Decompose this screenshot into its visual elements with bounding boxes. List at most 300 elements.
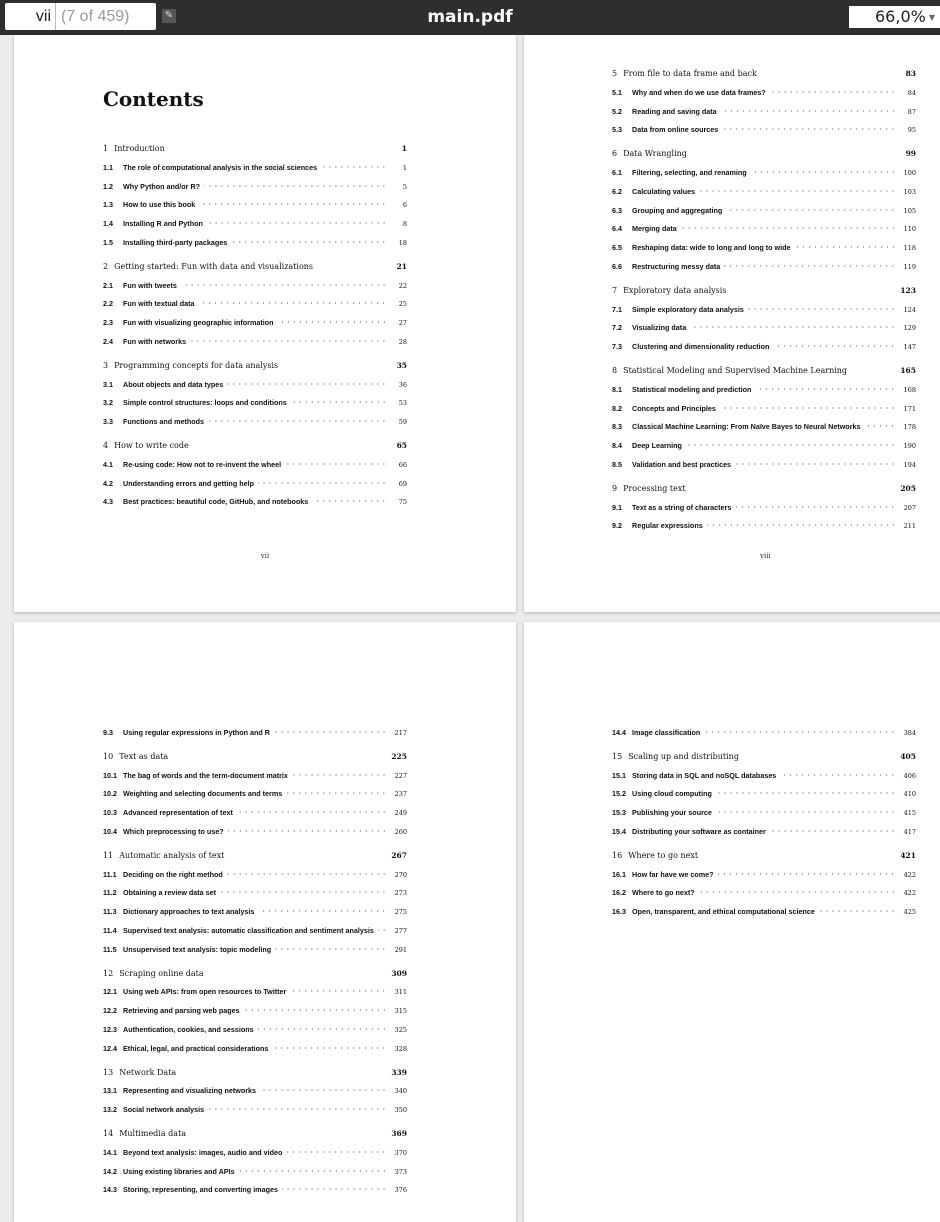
dot-leader: [285, 461, 387, 467]
dot-leader: [730, 287, 896, 293]
dot-leader: [282, 1186, 387, 1192]
toc-entry-number: 10.3: [103, 808, 117, 818]
toc-entry-page: 340: [394, 1087, 407, 1096]
toc-section-link[interactable]: [612, 767, 916, 786]
toc-entry-page: 5: [402, 182, 407, 191]
toc-entry-number: 4.2: [103, 478, 113, 488]
toc-entry-title: Obtaining a review data set: [123, 888, 217, 898]
toc-entry-number: 10.2: [103, 789, 117, 799]
toc-entry-page: 421: [900, 850, 916, 860]
toc-section-link[interactable]: [612, 866, 916, 885]
toc-section-link[interactable]: [103, 941, 407, 960]
toc-entry-number: 11.5: [103, 944, 117, 954]
dot-leader: [704, 729, 896, 735]
toc-chapter-link[interactable]: [103, 847, 407, 866]
toc-entry-title: Clustering and dimensionality reduction: [632, 342, 770, 352]
toc-entry-number: 16.2: [612, 888, 626, 898]
toc-section-link[interactable]: [103, 724, 407, 743]
toc-entry-number: 11.4: [103, 925, 117, 935]
toc-entry-page: 69: [398, 479, 407, 488]
dot-leader: [193, 442, 387, 448]
toc-section-link[interactable]: [103, 376, 407, 395]
toc-entry-title: Authentication, cookies, and sessions: [123, 1024, 254, 1034]
toc-section-link[interactable]: [612, 884, 916, 903]
toc-chapter-link[interactable]: [612, 748, 916, 767]
toc-entry-page: 205: [900, 483, 916, 493]
toc-entry-title: Deep Learning: [632, 441, 682, 451]
toc-entry-number: 11.1: [103, 869, 117, 879]
toc-section-link[interactable]: [612, 804, 916, 823]
toc-entry-number: 9.3: [103, 728, 113, 737]
toc-section-link[interactable]: [612, 903, 916, 922]
toc-entry-title: Weighting and selecting documents and terms: [123, 789, 283, 799]
toc-entry-number: 6.1: [612, 167, 622, 177]
toc-entry-page: 422: [903, 870, 916, 879]
toc-entry-number: 11.3: [103, 907, 117, 917]
toc-entry-page: 53: [398, 399, 407, 408]
toc-entry-title: Automatic analysis of text: [119, 850, 225, 860]
toc-section-link[interactable]: [103, 1002, 407, 1021]
toc-entry-title: Scraping online data: [119, 968, 204, 978]
toc-entry-page: 227: [394, 771, 407, 780]
toc-section-link[interactable]: [103, 314, 407, 333]
dot-leader: [717, 871, 896, 877]
toc-entry-page: 147: [903, 343, 916, 352]
toc-chapter-link[interactable]: [103, 1125, 407, 1144]
toc-entry-number: 6.6: [612, 261, 622, 271]
toc-entry-number: 3: [103, 360, 109, 370]
dot-leader: [274, 729, 387, 735]
toc-entry-page: 350: [394, 1106, 407, 1115]
toc-entry-number: 9.2: [612, 521, 622, 531]
toc-entry-number: 12.2: [103, 1006, 117, 1016]
toc-section-link[interactable]: [103, 159, 407, 178]
toc-entry-number: 6: [612, 149, 618, 159]
toc-entry-title: Functions and methods: [123, 417, 205, 427]
dot-leader: [378, 927, 387, 933]
dot-leader: [780, 772, 896, 778]
toc-section-link[interactable]: [612, 400, 916, 419]
toc-entry-title: Text as a string of characters: [632, 502, 732, 512]
toc-section-link[interactable]: [103, 785, 407, 804]
toc-section-link[interactable]: [612, 202, 916, 221]
toc-entry-title: Data Wrangling: [623, 149, 687, 159]
toc-entry-number: 1.3: [103, 200, 113, 210]
toc-section-link[interactable]: [103, 1082, 407, 1101]
toc-entry-number: 14.1: [103, 1147, 117, 1157]
dot-leader: [172, 753, 387, 759]
dot-leader: [231, 239, 387, 245]
toc-entry-title: Validation and best practices: [632, 459, 732, 469]
toc-entry-page: 373: [394, 1167, 407, 1176]
pdf-page: [524, 35, 940, 612]
toc-entry-title: Supervised text analysis: automatic classification and sentiment analysis: [123, 925, 374, 935]
toc-entry-page: 225: [391, 751, 407, 761]
toc-entry-page: 35: [396, 360, 407, 370]
toc-list: [103, 140, 407, 512]
toc-entry-number: 9: [612, 483, 618, 493]
toc-entry-page: 178: [903, 423, 916, 432]
page-count: (7 of 459): [61, 7, 130, 25]
toc-entry-title: Getting started: Fun with data and visualizations: [114, 261, 314, 271]
toc-list: [612, 65, 916, 536]
toc-entry-title: Publishing your source: [632, 808, 712, 818]
toc-section-link[interactable]: [103, 215, 407, 234]
toc-section-link[interactable]: [612, 121, 916, 140]
dot-leader: [748, 306, 896, 312]
toc-entry-number: 15.2: [612, 789, 626, 799]
toc-section-link[interactable]: [103, 1101, 407, 1120]
toc-chapter-link[interactable]: [612, 480, 916, 499]
toc-section-link[interactable]: [103, 178, 407, 197]
toc-section-link[interactable]: [103, 234, 407, 253]
toc-chapter-link[interactable]: [103, 965, 407, 984]
toc-entry-number: 1.2: [103, 181, 113, 191]
dot-leader: [690, 485, 896, 491]
toc-section-link[interactable]: [103, 333, 407, 352]
toc-chapter-link[interactable]: [612, 847, 916, 866]
toc-entry-page: 417: [903, 827, 916, 836]
dot-leader: [721, 108, 896, 114]
toc-chapter-link[interactable]: [103, 1064, 407, 1083]
toc-entry-title: Retrieving and parsing web pages: [123, 1006, 240, 1016]
toc-entry-page: 376: [394, 1186, 407, 1195]
dot-leader: [198, 300, 387, 306]
dot-leader: [864, 423, 896, 429]
toc-section-link[interactable]: [612, 456, 916, 475]
toc-entry-page: 194: [903, 460, 916, 469]
toc-section-link[interactable]: [103, 983, 407, 1002]
toc-entry-page: 36: [398, 380, 407, 389]
toc-section-link[interactable]: [103, 394, 407, 413]
toc-entry-title: The role of computational analysis in the social sciences: [123, 162, 318, 172]
toc-entry-title: Unsupervised text analysis: topic modeling: [123, 944, 272, 954]
page-footer-number: vii: [260, 552, 270, 560]
toc-entry-title: The bag of words and the term-document matrix: [123, 770, 288, 780]
dot-leader: [228, 828, 387, 834]
dot-leader: [228, 852, 387, 858]
toc-entry-title: Which preprocessing to use?: [123, 826, 224, 836]
toc-entry-number: 7: [612, 285, 618, 295]
toc-entry-title: Programming concepts for data analysis: [114, 360, 279, 370]
toc-entry-page: 237: [394, 790, 407, 799]
dot-leader: [707, 522, 896, 528]
toc-section-link[interactable]: [103, 922, 407, 941]
toc-entry-title: Where to go next?: [632, 888, 695, 898]
toc-entry-number: 13: [103, 1067, 114, 1077]
toc-entry-page: 339: [391, 1067, 407, 1077]
toc-section-link[interactable]: [103, 804, 407, 823]
page-footer-number: viii: [760, 552, 771, 560]
toc-entry-page: 99: [905, 149, 916, 159]
dot-leader: [735, 461, 896, 467]
toc-entry-page: 270: [394, 870, 407, 879]
toc-entry-number: 14.4: [612, 728, 626, 737]
toc-entry-title: Merging data: [632, 224, 677, 234]
toc-entry-page: 59: [398, 418, 407, 427]
toc-entry-number: 14: [103, 1128, 114, 1138]
toc-entry-title: Restructuring messy data: [632, 261, 721, 271]
toc-entry-title: Reading and saving data: [632, 106, 717, 116]
toc-entry-title: Simple exploratory data analysis: [632, 304, 744, 314]
dot-leader: [208, 970, 387, 976]
toc-section-link[interactable]: [103, 493, 407, 512]
toc-entry-title: Distributing your software as container: [632, 826, 766, 836]
page-label-input[interactable]: vii: [5, 3, 56, 30]
toc-entry-title: Grouping and aggregating: [632, 205, 723, 215]
toc-entry-page: 105: [903, 206, 916, 215]
toc-entry-page: 267: [391, 850, 407, 860]
toc-section-link[interactable]: [103, 823, 407, 842]
toc-entry-page: 422: [903, 889, 916, 898]
toc-section-link[interactable]: [103, 475, 407, 494]
toc-entry-page: 168: [903, 385, 916, 394]
toc-section-link[interactable]: [103, 1144, 407, 1163]
toc-entry-title: Statistical modeling and prediction: [632, 384, 752, 394]
toc-section-link[interactable]: [612, 823, 916, 842]
toc-list: [103, 724, 407, 1200]
dot-leader: [751, 169, 896, 175]
pdf-page: [524, 622, 940, 1222]
toc-section-link[interactable]: [612, 301, 916, 320]
toc-section-link[interactable]: [103, 196, 407, 215]
toc-entry-page: 75: [398, 498, 407, 507]
toc-entry-number: 4: [103, 440, 109, 450]
toc-chapter-link[interactable]: [103, 140, 407, 159]
toc-entry-number: 2.1: [103, 280, 113, 290]
toc-entry-number: 12.4: [103, 1043, 117, 1053]
toc-chapter-link[interactable]: [103, 437, 407, 456]
document-title: main.pdf: [427, 7, 513, 27]
toc-entry-page: 65: [396, 440, 407, 450]
toc-entry-number: 2.2: [103, 299, 113, 309]
dot-leader: [770, 89, 896, 95]
dot-leader: [716, 809, 896, 815]
toc-entry-title: Classical Machine Learning: From Naïve Bayes to Neural Networks: [632, 422, 861, 432]
toc-entry-page: 100: [903, 168, 916, 177]
toc-entry-page: 415: [903, 809, 916, 818]
dot-leader: [199, 201, 387, 207]
pencil-icon[interactable]: ✎: [162, 9, 176, 23]
toc-entry-page: 21: [396, 261, 407, 271]
zoom-select[interactable]: [849, 6, 940, 28]
toc-entry-number: 3.1: [103, 379, 113, 389]
toc-section-link[interactable]: [103, 413, 407, 432]
toc-entry-title: Multimedia data: [119, 1128, 187, 1138]
toc-entry-number: 6.4: [612, 224, 622, 234]
toc-entry-title: Simple control structures: loops and conditions: [123, 398, 287, 408]
toc-section-link[interactable]: [612, 164, 916, 183]
toc-section-link[interactable]: [103, 884, 407, 903]
toc-section-link[interactable]: [103, 1181, 407, 1200]
toc-entry-number: 9.1: [612, 502, 622, 512]
toc-entry-page: 370: [394, 1148, 407, 1157]
toc-section-link[interactable]: [612, 437, 916, 456]
dot-leader: [258, 908, 387, 914]
dot-leader: [722, 126, 896, 132]
toc-entry-number: 3.2: [103, 398, 113, 408]
toc-section-link[interactable]: [103, 277, 407, 296]
toc-entry-page: 273: [394, 889, 407, 898]
toc-entry-page: 129: [903, 324, 916, 333]
pdf-page: [14, 622, 516, 1222]
toc-entry-page: 406: [903, 771, 916, 780]
dot-leader: [691, 150, 896, 156]
dot-leader: [795, 244, 896, 250]
toc-section-link[interactable]: [103, 295, 407, 314]
toc-section-link[interactable]: [612, 183, 916, 202]
toc-entry-number: 8: [612, 365, 618, 375]
toc-entry-number: 11.2: [103, 888, 117, 898]
toc-entry-number: 4.1: [103, 459, 113, 469]
toc-section-link[interactable]: [103, 767, 407, 786]
toc-entry-title: How to write code: [114, 440, 189, 450]
toc-section-link[interactable]: [103, 1163, 407, 1182]
dot-leader: [180, 1069, 387, 1075]
dot-leader: [190, 338, 387, 344]
toc-entry-title: Advanced representation of text: [123, 808, 233, 818]
toc-section-link[interactable]: [612, 785, 916, 804]
toc-entry-page: 124: [903, 305, 916, 314]
toc-list: [612, 724, 916, 922]
toc-entry-number: 6.5: [612, 243, 622, 253]
toc-entry-title: Installing R and Python: [123, 219, 203, 229]
toc-entry-title: Filtering, selecting, and renaming: [632, 167, 747, 177]
toc-section-link[interactable]: [612, 220, 916, 239]
toc-entry-page: 315: [394, 1007, 407, 1016]
dot-leader: [237, 809, 387, 815]
toc-entry-page: 369: [391, 1128, 407, 1138]
toc-entry-page: 291: [394, 945, 407, 954]
pdf-page: [14, 35, 516, 612]
toc-section-link[interactable]: [103, 1040, 407, 1059]
toc-entry-title: Understanding errors and getting help: [123, 478, 254, 488]
toc-entry-title: Using existing libraries and APIs: [123, 1166, 235, 1176]
toc-section-link[interactable]: [612, 381, 916, 400]
toc-entry-title: Fun with tweets: [123, 280, 177, 290]
toc-section-link[interactable]: [612, 319, 916, 338]
toc-entry-title: Beyond text analysis: images, audio and video: [123, 1147, 283, 1157]
toc-entry-title: Regular expressions: [632, 521, 703, 531]
toc-entry-title: Fun with networks: [123, 336, 187, 346]
toc-entry-number: 16: [612, 850, 623, 860]
toc-entry-title: Text as data: [119, 751, 169, 761]
toc-section-link[interactable]: [612, 258, 916, 277]
toc-section-link[interactable]: [612, 103, 916, 122]
dot-leader: [208, 418, 387, 424]
toc-entry-page: 83: [905, 69, 916, 78]
toc-entry-number: 1.5: [103, 237, 113, 247]
toc-section-link[interactable]: [612, 517, 916, 536]
toc-entry-page: 66: [398, 460, 407, 469]
toc-entry-page: 328: [394, 1044, 407, 1053]
toc-section-link[interactable]: [612, 499, 916, 518]
dot-leader: [290, 988, 387, 994]
toc-entry-number: 16.3: [612, 907, 626, 917]
toc-chapter-link[interactable]: [103, 258, 407, 277]
toc-entry-number: 7.1: [612, 304, 622, 314]
toc-entry-number: 12: [103, 968, 114, 978]
toc-entry-page: 384: [903, 729, 916, 737]
toc-entry-page: 27: [398, 319, 407, 328]
toc-section-link[interactable]: [612, 338, 916, 357]
toc-chapter-link[interactable]: [612, 362, 916, 381]
toc-entry-page: 119: [903, 262, 916, 271]
toc-entry-page: 87: [907, 107, 916, 116]
dot-leader: [681, 225, 896, 231]
toc-chapter-link[interactable]: [103, 748, 407, 767]
toc-entry-number: 10.4: [103, 826, 117, 836]
toc-section-link[interactable]: [612, 84, 916, 103]
toc-entry-title: Processing text: [623, 483, 686, 493]
dot-leader: [260, 1087, 387, 1093]
toc-entry-number: 15.3: [612, 808, 626, 818]
toc-entry-number: 11: [103, 850, 114, 860]
toc-chapter-link[interactable]: [612, 145, 916, 164]
toc-entry-number: 14.3: [103, 1185, 117, 1195]
toc-entry-page: 123: [900, 285, 916, 295]
toc-section-link[interactable]: [103, 456, 407, 475]
toc-entry-page: 8: [402, 220, 407, 229]
toc-entry-number: 7.2: [612, 323, 622, 333]
toc-entry-page: 171: [903, 404, 916, 413]
toc-section-link[interactable]: [612, 418, 916, 437]
toc-entry-number: 6.2: [612, 186, 622, 196]
toc-entry-title: Installing third-party packages: [123, 237, 228, 247]
toc-entry-page: 103: [903, 187, 916, 196]
toc-section-link[interactable]: [612, 239, 916, 258]
dot-leader: [239, 1168, 387, 1174]
toc-entry-page: 311: [394, 988, 407, 997]
toc-entry-page: 425: [903, 908, 916, 917]
toc-entry-page: 277: [394, 926, 407, 935]
toc-entry-number: 13.1: [103, 1086, 117, 1096]
toc-entry-page: 405: [900, 751, 916, 761]
toc-entry-number: 10.1: [103, 770, 117, 780]
toc-entry-page: 207: [903, 503, 916, 512]
toc-entry-page: 22: [398, 281, 407, 290]
dot-leader: [190, 1130, 387, 1136]
dot-leader: [291, 399, 387, 405]
toc-entry-title: Scaling up and distributing: [628, 751, 739, 761]
toc-chapter-link[interactable]: [103, 357, 407, 376]
toc-entry-title: About objects and data types: [123, 379, 224, 389]
toc-section-link[interactable]: [103, 866, 407, 885]
dot-leader: [292, 772, 387, 778]
toc-entry-number: 15: [612, 751, 623, 761]
toc-entry-title: Visualizing data: [632, 323, 687, 333]
toc-entry-number: 1.4: [103, 219, 113, 229]
toc-section-link[interactable]: [612, 724, 916, 743]
dot-leader: [181, 282, 387, 288]
toc-chapter-link[interactable]: [612, 282, 916, 301]
toc-section-link[interactable]: [103, 1021, 407, 1040]
dot-leader: [258, 480, 387, 486]
dot-leader: [720, 405, 896, 411]
dot-leader: [716, 790, 896, 796]
pdf-toolbar: [0, 0, 940, 35]
toc-chapter-link[interactable]: [612, 65, 916, 84]
toc-entry-page: 410: [903, 790, 916, 799]
toc-section-link[interactable]: [103, 903, 407, 922]
toc-entry-page: 165: [900, 365, 916, 375]
toc-entry-page: 95: [907, 126, 916, 135]
dot-leader: [227, 871, 387, 877]
dot-leader: [244, 1007, 387, 1013]
toc-entry-title: How far have we come?: [632, 869, 714, 879]
toc-entry-title: Using regular expressions in Python and R: [123, 728, 270, 737]
dot-leader: [321, 164, 387, 170]
